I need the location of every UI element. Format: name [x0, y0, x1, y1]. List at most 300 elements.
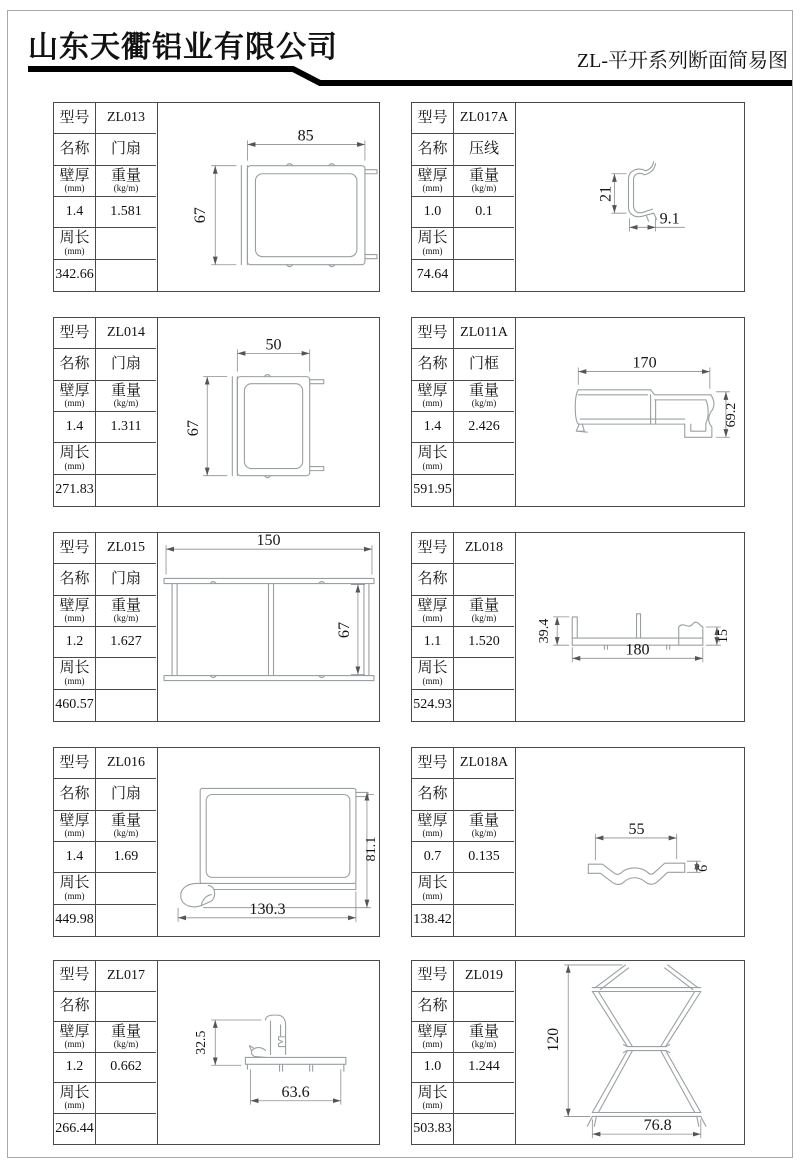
thickness-unit: (mm) [64, 397, 85, 408]
thickness-label: 壁厚 [417, 1023, 448, 1040]
model-value: ZL017 [106, 967, 146, 983]
profile-card-zl013 [53, 102, 380, 292]
name-label-cell [412, 564, 454, 595]
spec-table [412, 961, 516, 1144]
dim-height-label: 67 [192, 207, 210, 224]
perimeter-value-cell [54, 475, 96, 506]
section-drawing-zl013 [158, 103, 379, 291]
perimeter-unit: (mm) [422, 245, 443, 256]
dim-width-label: 150 [256, 533, 281, 550]
perimeter-unit: (mm) [64, 245, 85, 256]
empty-cell [454, 905, 514, 936]
perimeter-unit: (mm) [64, 460, 85, 471]
perimeter-value-cell [412, 260, 454, 291]
perimeter-value: 138.42 [413, 912, 452, 928]
model-value-cell [96, 748, 156, 779]
weight-unit: (kg/m) [113, 1038, 139, 1049]
name-label: 名称 [417, 570, 448, 587]
spec-table [54, 533, 158, 721]
dim-width-label: 76.8 [643, 1117, 672, 1135]
thickness-value: 1.0 [423, 1059, 442, 1075]
weight-label: 重量 [110, 1023, 141, 1040]
thickness-label: 壁厚 [417, 167, 448, 184]
weight-value: 0.1 [475, 204, 493, 220]
model-label: 型号 [59, 324, 90, 341]
perimeter-label: 周长 [59, 875, 90, 892]
section-drawing-zl017a [516, 103, 744, 291]
thickness-value-cell [54, 842, 96, 873]
model-value: ZL016 [106, 755, 146, 771]
profile-card-zl015 [53, 532, 380, 722]
spec-table [412, 103, 516, 291]
perimeter-value-cell [54, 690, 96, 721]
profile-outline [241, 164, 377, 267]
weight-label-cell [454, 381, 514, 412]
thickness-unit: (mm) [64, 827, 85, 838]
dim-height-label: 120 [545, 1027, 563, 1052]
profile-card-zl018a [411, 747, 745, 937]
profile-outline [628, 162, 656, 222]
profile-outline [181, 788, 368, 906]
name-label: 名称 [59, 785, 90, 802]
name-value: 门扇 [110, 785, 141, 802]
thickness-value-cell [54, 412, 96, 443]
weight-value-cell [96, 1053, 156, 1084]
weight-label-cell [454, 811, 514, 842]
perimeter-label: 周长 [417, 660, 448, 677]
name-value-cell [454, 564, 514, 595]
thickness-unit: (mm) [64, 182, 85, 193]
name-label-cell [54, 779, 96, 810]
empty-cell [96, 873, 156, 904]
spec-table [54, 961, 158, 1144]
section-drawing-zl014 [158, 318, 379, 506]
thickness-label-cell [412, 381, 454, 412]
name-value-cell [454, 992, 514, 1023]
weight-label-cell [454, 166, 514, 197]
perimeter-value-cell [412, 905, 454, 936]
thickness-value-cell [412, 1053, 454, 1084]
section-drawing-zl016 [158, 748, 379, 936]
perimeter-label: 周长 [417, 875, 448, 892]
empty-cell [454, 260, 514, 291]
model-value: ZL018 [464, 540, 504, 556]
dimension-annotations [185, 336, 309, 475]
profile-card-zl017a [411, 102, 745, 292]
thickness-label: 壁厚 [59, 1023, 90, 1040]
dim-height-label: 81.1 [363, 836, 379, 862]
weight-label-cell [96, 811, 156, 842]
weight-value-cell [454, 842, 514, 873]
section-svg-zl015 [158, 533, 379, 721]
dim-width-label: 55 [628, 820, 645, 838]
thickness-value: 1.4 [423, 419, 442, 435]
section-svg-zl018a [516, 748, 744, 936]
section-drawing-zl015 [158, 533, 379, 721]
empty-cell [96, 658, 156, 689]
thickness-unit: (mm) [422, 397, 443, 408]
perimeter-value-cell [412, 475, 454, 506]
name-value-cell [96, 992, 156, 1023]
empty-cell [454, 1114, 514, 1145]
weight-value: 1.244 [468, 1059, 500, 1075]
thickness-label-cell [54, 811, 96, 842]
thickness-value-cell [54, 197, 96, 228]
perimeter-unit: (mm) [422, 1099, 443, 1110]
profile-card-zl019 [411, 960, 745, 1145]
name-label-cell [54, 992, 96, 1023]
thickness-value: 1.4 [65, 419, 84, 435]
section-svg-zl016 [158, 748, 379, 936]
perimeter-value: 266.44 [55, 1120, 94, 1136]
name-label-cell [54, 564, 96, 595]
thickness-label-cell [412, 811, 454, 842]
perimeter-value-cell [54, 260, 96, 291]
model-label-cell [54, 318, 96, 349]
thickness-value-cell [54, 1053, 96, 1084]
profile-outline [232, 375, 323, 478]
weight-value-cell [96, 842, 156, 873]
profile-card-zl014 [53, 317, 380, 507]
perimeter-label: 周长 [59, 230, 90, 247]
weight-value: 1.627 [110, 634, 142, 650]
weight-unit: (kg/m) [471, 397, 497, 408]
perimeter-unit: (mm) [422, 460, 443, 471]
weight-unit: (kg/m) [113, 182, 139, 193]
weight-value: 1.520 [468, 634, 500, 650]
model-label: 型号 [59, 967, 90, 984]
model-label-cell [412, 961, 454, 992]
perimeter-label-cell [54, 443, 96, 474]
weight-label: 重量 [110, 597, 141, 614]
perimeter-value: 342.66 [55, 267, 94, 283]
thickness-label-cell [54, 381, 96, 412]
empty-cell [454, 873, 514, 904]
name-label: 名称 [417, 355, 448, 372]
name-label-cell [412, 992, 454, 1023]
model-value: ZL013 [106, 110, 146, 126]
profile-card-zl018 [411, 532, 745, 722]
name-value-cell [96, 134, 156, 165]
thickness-value: 1.4 [65, 204, 84, 220]
perimeter-value-cell [54, 1114, 96, 1145]
name-value-cell [454, 349, 514, 380]
empty-cell [96, 905, 156, 936]
name-value-cell [454, 779, 514, 810]
weight-label: 重量 [468, 812, 499, 829]
perimeter-value-cell [54, 905, 96, 936]
model-label-cell [412, 103, 454, 134]
dim-width-label: 85 [297, 127, 314, 145]
profile-outline [587, 965, 706, 1126]
profile-card-zl016 [53, 747, 380, 937]
thickness-value: 1.2 [65, 1059, 84, 1075]
model-label-cell [54, 103, 96, 134]
perimeter-label: 周长 [59, 1084, 90, 1101]
thickness-label: 壁厚 [59, 167, 90, 184]
model-value: ZL011A [460, 325, 508, 341]
perimeter-value: 74.64 [416, 267, 449, 283]
thickness-value-cell [412, 842, 454, 873]
model-value: ZL017A [459, 110, 509, 126]
thickness-label: 壁厚 [417, 382, 448, 399]
name-label-cell [54, 349, 96, 380]
weight-value-cell [96, 412, 156, 443]
weight-unit: (kg/m) [113, 612, 139, 623]
model-value: ZL014 [106, 325, 146, 341]
section-svg-zl014 [158, 318, 379, 506]
weight-value-cell [454, 1053, 514, 1084]
model-value-cell [454, 961, 514, 992]
name-label: 名称 [59, 997, 90, 1014]
weight-unit: (kg/m) [471, 1038, 497, 1049]
empty-cell [96, 690, 156, 721]
perimeter-label-cell [54, 658, 96, 689]
company-title: 山东天衢铝业有限公司 [28, 31, 338, 64]
perimeter-label-cell [54, 1083, 96, 1114]
perimeter-label: 周长 [59, 445, 90, 462]
section-drawing-zl018 [516, 533, 744, 721]
thickness-label-cell [412, 1022, 454, 1053]
thickness-label: 壁厚 [417, 597, 448, 614]
perimeter-label-cell [412, 658, 454, 689]
dim-height-right-label: 15 [714, 629, 731, 644]
perimeter-label: 周长 [59, 660, 90, 677]
thickness-label-cell [54, 166, 96, 197]
perimeter-unit: (mm) [422, 675, 443, 686]
thickness-unit: (mm) [422, 1038, 443, 1049]
dimension-annotations [536, 617, 731, 662]
dim-width-label: 9.1 [659, 210, 680, 228]
dim-width-label: 180 [625, 641, 650, 659]
weight-label-cell [96, 1022, 156, 1053]
weight-value: 0.135 [468, 849, 500, 865]
dim-height-label: 32.5 [194, 1030, 210, 1055]
model-value-cell [96, 961, 156, 992]
weight-label-cell [96, 596, 156, 627]
perimeter-value: 503.83 [413, 1120, 452, 1136]
empty-cell [454, 443, 514, 474]
name-label-cell [412, 134, 454, 165]
thickness-value: 1.2 [65, 634, 84, 650]
section-drawing-zl018a [516, 748, 744, 936]
model-value-cell [96, 318, 156, 349]
dim-height-label: 67 [335, 621, 353, 639]
weight-unit: (kg/m) [471, 612, 497, 623]
perimeter-value-cell [412, 690, 454, 721]
name-value: 门扇 [110, 355, 141, 372]
model-value: ZL018A [459, 755, 509, 771]
thickness-value: 1.1 [423, 634, 442, 650]
perimeter-unit: (mm) [422, 890, 443, 901]
perimeter-value: 524.93 [413, 697, 452, 713]
model-label-cell [54, 961, 96, 992]
perimeter-label: 周长 [417, 1084, 448, 1101]
weight-unit: (kg/m) [113, 397, 139, 408]
weight-label: 重量 [110, 812, 141, 829]
dimension-annotations [595, 821, 710, 872]
model-label: 型号 [59, 754, 90, 771]
name-value-cell [454, 134, 514, 165]
section-svg-zl017 [158, 961, 379, 1144]
weight-label: 重量 [468, 597, 499, 614]
profile-card-zl017 [53, 960, 380, 1145]
dimension-annotations [194, 1020, 341, 1105]
dim-height-left-label: 39.4 [536, 618, 553, 644]
name-value-cell [96, 564, 156, 595]
dim-height-label: 21 [597, 185, 615, 203]
empty-cell [96, 1083, 156, 1114]
name-label: 名称 [59, 570, 90, 587]
dim-width-label: 170 [632, 354, 657, 372]
name-label-cell [412, 349, 454, 380]
perimeter-label-cell [412, 873, 454, 904]
model-label: 型号 [417, 324, 448, 341]
perimeter-unit: (mm) [64, 1099, 85, 1110]
thickness-unit: (mm) [64, 612, 85, 623]
section-svg-zl013 [158, 103, 379, 291]
section-drawing-zl017 [158, 961, 379, 1144]
name-label: 名称 [59, 140, 90, 157]
perimeter-label-cell [412, 1083, 454, 1114]
perimeter-label-cell [412, 443, 454, 474]
weight-label: 重量 [468, 167, 499, 184]
weight-unit: (kg/m) [471, 182, 497, 193]
thickness-value-cell [412, 412, 454, 443]
name-label-cell [412, 779, 454, 810]
model-label: 型号 [417, 754, 448, 771]
thickness-label: 壁厚 [59, 382, 90, 399]
section-drawing-zl011a [516, 318, 744, 506]
thickness-unit: (mm) [422, 827, 443, 838]
section-svg-zl017a [516, 103, 744, 291]
weight-label-cell [96, 166, 156, 197]
empty-cell [454, 658, 514, 689]
weight-value-cell [454, 627, 514, 658]
model-label-cell [54, 748, 96, 779]
model-value-cell [454, 103, 514, 134]
thickness-value-cell [54, 627, 96, 658]
model-value-cell [96, 533, 156, 564]
spec-table [54, 103, 158, 291]
empty-cell [454, 690, 514, 721]
weight-value: 2.426 [468, 419, 500, 435]
weight-label: 重量 [110, 382, 141, 399]
empty-cell [96, 260, 156, 291]
perimeter-label-cell [54, 873, 96, 904]
thickness-label-cell [54, 1022, 96, 1053]
empty-cell [96, 443, 156, 474]
perimeter-value: 460.57 [55, 697, 94, 713]
section-svg-zl011a [516, 318, 744, 506]
empty-cell [454, 475, 514, 506]
weight-label-cell [96, 381, 156, 412]
header-rule [0, 0, 800, 100]
perimeter-value-cell [412, 1114, 454, 1145]
weight-value-cell [454, 412, 514, 443]
dim-width-label: 130.3 [249, 900, 286, 918]
model-label-cell [412, 748, 454, 779]
thickness-label-cell [412, 166, 454, 197]
thickness-value: 0.7 [423, 849, 442, 865]
thickness-label: 壁厚 [59, 812, 90, 829]
thickness-value-cell [412, 197, 454, 228]
model-value: ZL015 [106, 540, 146, 556]
weight-value: 0.662 [110, 1059, 142, 1075]
weight-value-cell [96, 197, 156, 228]
weight-unit: (kg/m) [471, 827, 497, 838]
section-drawing-zl019 [516, 961, 744, 1144]
dim-height-label: 69.2 [722, 402, 739, 428]
weight-label: 重量 [468, 1023, 499, 1040]
name-value: 门框 [468, 355, 499, 372]
dimension-annotations [597, 174, 684, 232]
spec-table [412, 533, 516, 721]
perimeter-unit: (mm) [64, 890, 85, 901]
empty-cell [454, 228, 514, 259]
name-label: 名称 [417, 997, 448, 1014]
name-value: 门扇 [110, 140, 141, 157]
profile-outline [245, 1015, 345, 1071]
name-label: 名称 [59, 355, 90, 372]
name-label-cell [54, 134, 96, 165]
model-value-cell [454, 748, 514, 779]
model-value-cell [454, 318, 514, 349]
name-value: 压线 [468, 140, 499, 157]
thickness-value-cell [412, 627, 454, 658]
weight-label: 重量 [468, 382, 499, 399]
weight-value: 1.69 [113, 849, 139, 865]
weight-label-cell [454, 596, 514, 627]
thickness-value: 1.4 [65, 849, 84, 865]
perimeter-unit: (mm) [64, 675, 85, 686]
weight-value: 1.581 [110, 204, 142, 220]
name-value-cell [96, 779, 156, 810]
thickness-label-cell [412, 596, 454, 627]
weight-value-cell [96, 627, 156, 658]
model-label: 型号 [417, 539, 448, 556]
model-label: 型号 [59, 109, 90, 126]
thickness-label: 壁厚 [417, 812, 448, 829]
profile-card-zl011a [411, 317, 745, 507]
model-label-cell [412, 533, 454, 564]
weight-unit: (kg/m) [113, 827, 139, 838]
empty-cell [96, 1114, 156, 1145]
dimension-annotations [578, 354, 739, 437]
model-value: ZL019 [464, 967, 504, 983]
dim-height-label: 67 [185, 420, 203, 437]
weight-value-cell [454, 197, 514, 228]
weight-value: 1.311 [110, 419, 142, 435]
dim-height-label: 6 [694, 864, 711, 872]
section-svg-zl019 [516, 961, 744, 1144]
spec-table [54, 318, 158, 506]
perimeter-value: 449.98 [55, 912, 94, 928]
name-value: 门扇 [110, 570, 141, 587]
perimeter-label-cell [412, 228, 454, 259]
perimeter-label: 周长 [417, 230, 448, 247]
perimeter-label-cell [54, 228, 96, 259]
series-subtitle: ZL-平开系列断面简易图 [576, 50, 788, 72]
spec-table [54, 748, 158, 936]
section-svg-zl018 [516, 533, 744, 721]
model-label: 型号 [417, 109, 448, 126]
thickness-unit: (mm) [64, 1038, 85, 1049]
empty-cell [454, 1083, 514, 1114]
weight-label: 重量 [110, 167, 141, 184]
profile-outline [588, 863, 684, 884]
model-value-cell [96, 103, 156, 134]
